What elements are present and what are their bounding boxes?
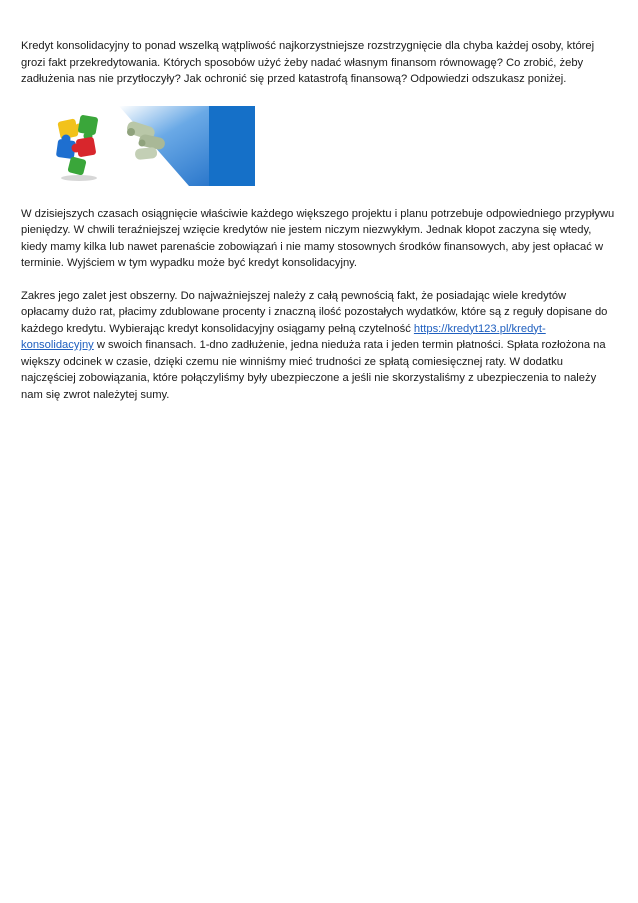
- puzzle-and-money-icon: [39, 106, 255, 186]
- article-image: [39, 106, 255, 186]
- document-page: [21, 38, 617, 403]
- paragraph-two: W dzisiejszych czasach osiągnięcie właściwie każdego większego projektu i planu potrzebuje odpowiedniego przypływu pieniędzy. W chwili teraźniejszej wzięcie kredytów nie jestem niczym niezwykłym. Jednak kłopot zaczyna się wtedy, kiedy mamy kilka lub nawet parenaście zobowiązań i nie mamy stosownych środków finansowych, aby jest opłacać w terminie. Wyjściem w tym wypadku może być kredyt konsolidacyjny.: [21, 207, 615, 269]
- paragraph-three-start: Zakres jego zalet jest obszerny. Do najważniejszej należy z całą pewnością fakt, że posiadając wiele kredytów opłacamy dużo rat, płacimy zdublowane procenty i znaczną ilość pozostałych wydatków, które są z reguły dopisane do każdego kredytu. Wybierając kredyt konsolidacyjny osiągamy pełną czytelność: [21, 289, 608, 335]
- intro-paragraph: Kredyt konsolidacyjny to ponad wszelką wątpliwość najkorzystniejsze rozstrzygnięcie dla chyba każdej osoby, której grozi fakt przekredytowania. Których sposobów użyć żeby nadać własnym finansom równowagę? Co zrobić, żeby zadłużenia nas nie przytłoczyły? Jak ochronić się przed katastrofą finansową? Odpowiedzi odszukasz poniżej.: [21, 40, 595, 85]
- paragraph-three: [21, 288, 617, 404]
- paragraph-three-end: w swoich finansach. 1-dno zadłużenie, jedna nieduża rata i jeden termin płatności. Spłata rozłożona na większy odcinek w czasie, dzięki czemu nie winniśmy mieć trudności ze spłatą comiesięcznej raty. W dodatku najczęściej zobowiązania, które połączyliśmy były ubezpieczone a jeśli nie skorzystaliśmy z ubezpieczenia to należy nam się zwrot należytej sumy.: [21, 339, 606, 401]
- kredyt-link[interactable]: https://kredyt123.pl/kredyt-konsolidacyjny: [21, 322, 546, 351]
